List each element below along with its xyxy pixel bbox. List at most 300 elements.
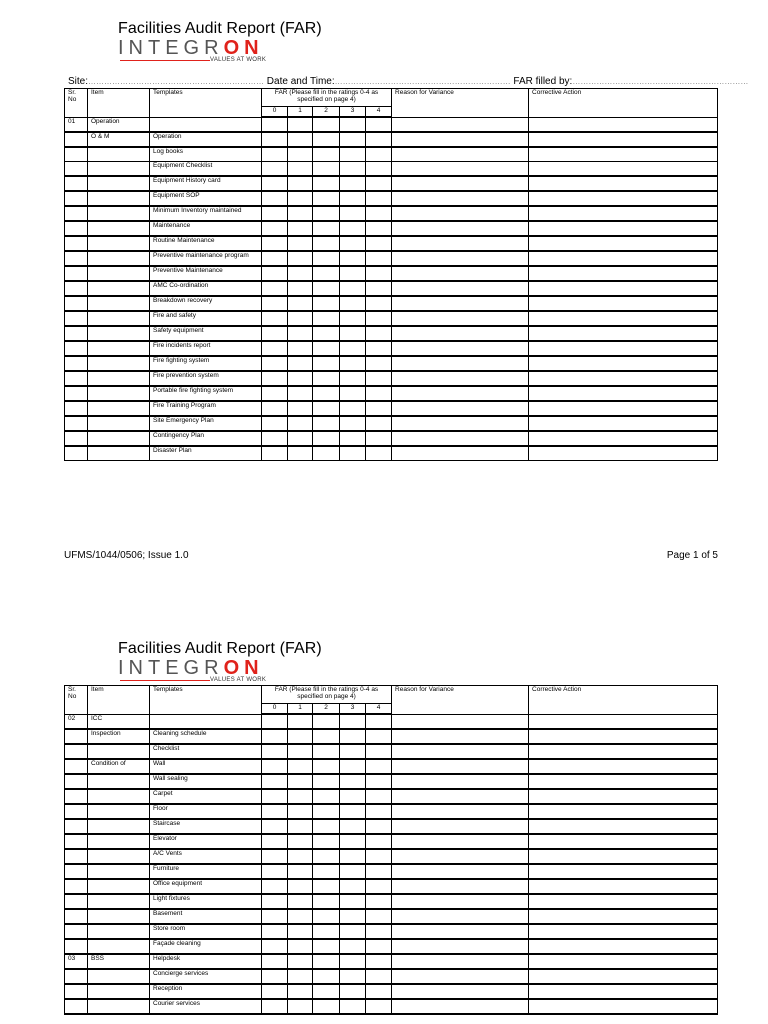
rating-3-cell[interactable] bbox=[340, 984, 366, 999]
rating-3-cell[interactable] bbox=[340, 954, 366, 969]
rating-3-cell[interactable] bbox=[340, 341, 366, 356]
rating-2-cell[interactable] bbox=[313, 789, 340, 804]
rating-2-cell[interactable] bbox=[313, 759, 340, 774]
rating-3-cell[interactable] bbox=[340, 386, 366, 401]
rating-0-cell[interactable] bbox=[262, 744, 288, 759]
corrective-cell[interactable] bbox=[529, 729, 718, 744]
reason-cell[interactable] bbox=[392, 326, 529, 341]
rating-2-cell[interactable] bbox=[313, 221, 340, 236]
rating-0-cell[interactable] bbox=[262, 147, 288, 162]
rating-2-cell[interactable] bbox=[313, 266, 340, 281]
rating-1-cell[interactable] bbox=[288, 834, 313, 849]
rating-4-cell[interactable] bbox=[366, 401, 392, 416]
datetime-field[interactable]: ………………………………………………………… bbox=[334, 77, 511, 86]
rating-3-cell[interactable] bbox=[340, 774, 366, 789]
rating-2-cell[interactable] bbox=[313, 326, 340, 341]
rating-2-cell[interactable] bbox=[313, 401, 340, 416]
rating-3-cell[interactable] bbox=[340, 176, 366, 191]
rating-1-cell[interactable] bbox=[288, 744, 313, 759]
rating-4-cell[interactable] bbox=[366, 939, 392, 954]
rating-2-cell[interactable] bbox=[313, 431, 340, 446]
rating-0-cell[interactable] bbox=[262, 819, 288, 834]
rating-3-cell[interactable] bbox=[340, 117, 366, 132]
reason-cell[interactable] bbox=[392, 132, 529, 147]
reason-cell[interactable] bbox=[392, 849, 529, 864]
rating-1-cell[interactable] bbox=[288, 191, 313, 206]
reason-cell[interactable] bbox=[392, 281, 529, 296]
reason-cell[interactable] bbox=[392, 311, 529, 326]
rating-2-cell[interactable] bbox=[313, 894, 340, 909]
corrective-cell[interactable] bbox=[529, 924, 718, 939]
reason-cell[interactable] bbox=[392, 371, 529, 386]
reason-cell[interactable] bbox=[392, 939, 529, 954]
rating-1-cell[interactable] bbox=[288, 386, 313, 401]
rating-2-cell[interactable] bbox=[313, 774, 340, 789]
rating-3-cell[interactable] bbox=[340, 446, 366, 461]
rating-2-cell[interactable] bbox=[313, 729, 340, 744]
reason-cell[interactable] bbox=[392, 221, 529, 236]
corrective-cell[interactable] bbox=[529, 221, 718, 236]
reason-cell[interactable] bbox=[392, 296, 529, 311]
rating-2-cell[interactable] bbox=[313, 251, 340, 266]
corrective-cell[interactable] bbox=[529, 117, 718, 132]
rating-1-cell[interactable] bbox=[288, 954, 313, 969]
rating-1-cell[interactable] bbox=[288, 206, 313, 221]
rating-0-cell[interactable] bbox=[262, 894, 288, 909]
rating-0-cell[interactable] bbox=[262, 909, 288, 924]
corrective-cell[interactable] bbox=[529, 341, 718, 356]
rating-4-cell[interactable] bbox=[366, 759, 392, 774]
rating-3-cell[interactable] bbox=[340, 356, 366, 371]
corrective-cell[interactable] bbox=[529, 266, 718, 281]
corrective-cell[interactable] bbox=[529, 984, 718, 999]
rating-1-cell[interactable] bbox=[288, 251, 313, 266]
site-field[interactable]: ………………………………………………………… bbox=[88, 77, 265, 86]
rating-4-cell[interactable] bbox=[366, 924, 392, 939]
rating-0-cell[interactable] bbox=[262, 117, 288, 132]
rating-0-cell[interactable] bbox=[262, 132, 288, 147]
rating-0-cell[interactable] bbox=[262, 729, 288, 744]
rating-3-cell[interactable] bbox=[340, 789, 366, 804]
rating-1-cell[interactable] bbox=[288, 281, 313, 296]
rating-3-cell[interactable] bbox=[340, 909, 366, 924]
rating-4-cell[interactable] bbox=[366, 774, 392, 789]
rating-4-cell[interactable] bbox=[366, 147, 392, 162]
corrective-cell[interactable] bbox=[529, 969, 718, 984]
reason-cell[interactable] bbox=[392, 206, 529, 221]
corrective-cell[interactable] bbox=[529, 894, 718, 909]
rating-1-cell[interactable] bbox=[288, 789, 313, 804]
rating-0-cell[interactable] bbox=[262, 789, 288, 804]
rating-1-cell[interactable] bbox=[288, 774, 313, 789]
rating-1-cell[interactable] bbox=[288, 311, 313, 326]
rating-2-cell[interactable] bbox=[313, 356, 340, 371]
rating-0-cell[interactable] bbox=[262, 326, 288, 341]
filled-by-field[interactable]: ………………………………………………………… bbox=[572, 77, 749, 86]
rating-2-cell[interactable] bbox=[313, 969, 340, 984]
reason-cell[interactable] bbox=[392, 864, 529, 879]
corrective-cell[interactable] bbox=[529, 206, 718, 221]
rating-4-cell[interactable] bbox=[366, 341, 392, 356]
corrective-cell[interactable] bbox=[529, 132, 718, 147]
rating-4-cell[interactable] bbox=[366, 849, 392, 864]
rating-1-cell[interactable] bbox=[288, 819, 313, 834]
rating-1-cell[interactable] bbox=[288, 729, 313, 744]
rating-4-cell[interactable] bbox=[366, 999, 392, 1014]
reason-cell[interactable] bbox=[392, 251, 529, 266]
rating-2-cell[interactable] bbox=[313, 954, 340, 969]
rating-3-cell[interactable] bbox=[340, 266, 366, 281]
rating-2-cell[interactable] bbox=[313, 191, 340, 206]
rating-3-cell[interactable] bbox=[340, 834, 366, 849]
rating-2-cell[interactable] bbox=[313, 879, 340, 894]
rating-4-cell[interactable] bbox=[366, 117, 392, 132]
corrective-cell[interactable] bbox=[529, 147, 718, 162]
reason-cell[interactable] bbox=[392, 759, 529, 774]
reason-cell[interactable] bbox=[392, 431, 529, 446]
reason-cell[interactable] bbox=[392, 834, 529, 849]
rating-3-cell[interactable] bbox=[340, 296, 366, 311]
rating-0-cell[interactable] bbox=[262, 296, 288, 311]
rating-4-cell[interactable] bbox=[366, 984, 392, 999]
reason-cell[interactable] bbox=[392, 147, 529, 162]
rating-3-cell[interactable] bbox=[340, 729, 366, 744]
reason-cell[interactable] bbox=[392, 804, 529, 819]
reason-cell[interactable] bbox=[392, 924, 529, 939]
rating-4-cell[interactable] bbox=[366, 729, 392, 744]
reason-cell[interactable] bbox=[392, 236, 529, 251]
corrective-cell[interactable] bbox=[529, 804, 718, 819]
reason-cell[interactable] bbox=[392, 879, 529, 894]
corrective-cell[interactable] bbox=[529, 191, 718, 206]
rating-3-cell[interactable] bbox=[340, 999, 366, 1014]
rating-2-cell[interactable] bbox=[313, 714, 340, 729]
reason-cell[interactable] bbox=[392, 729, 529, 744]
reason-cell[interactable] bbox=[392, 984, 529, 999]
rating-1-cell[interactable] bbox=[288, 326, 313, 341]
corrective-cell[interactable] bbox=[529, 162, 718, 177]
rating-1-cell[interactable] bbox=[288, 356, 313, 371]
rating-4-cell[interactable] bbox=[366, 176, 392, 191]
rating-0-cell[interactable] bbox=[262, 759, 288, 774]
corrective-cell[interactable] bbox=[529, 326, 718, 341]
rating-3-cell[interactable] bbox=[340, 311, 366, 326]
rating-4-cell[interactable] bbox=[366, 894, 392, 909]
rating-0-cell[interactable] bbox=[262, 416, 288, 431]
rating-2-cell[interactable] bbox=[313, 386, 340, 401]
rating-4-cell[interactable] bbox=[366, 356, 392, 371]
reason-cell[interactable] bbox=[392, 969, 529, 984]
rating-1-cell[interactable] bbox=[288, 117, 313, 132]
rating-2-cell[interactable] bbox=[313, 834, 340, 849]
corrective-cell[interactable] bbox=[529, 939, 718, 954]
corrective-cell[interactable] bbox=[529, 356, 718, 371]
rating-4-cell[interactable] bbox=[366, 296, 392, 311]
rating-2-cell[interactable] bbox=[313, 296, 340, 311]
rating-0-cell[interactable] bbox=[262, 431, 288, 446]
rating-0-cell[interactable] bbox=[262, 251, 288, 266]
rating-3-cell[interactable] bbox=[340, 416, 366, 431]
corrective-cell[interactable] bbox=[529, 819, 718, 834]
rating-4-cell[interactable] bbox=[366, 221, 392, 236]
rating-3-cell[interactable] bbox=[340, 251, 366, 266]
corrective-cell[interactable] bbox=[529, 954, 718, 969]
rating-3-cell[interactable] bbox=[340, 221, 366, 236]
rating-3-cell[interactable] bbox=[340, 206, 366, 221]
reason-cell[interactable] bbox=[392, 999, 529, 1014]
corrective-cell[interactable] bbox=[529, 999, 718, 1014]
corrective-cell[interactable] bbox=[529, 371, 718, 386]
rating-4-cell[interactable] bbox=[366, 789, 392, 804]
rating-2-cell[interactable] bbox=[313, 311, 340, 326]
rating-0-cell[interactable] bbox=[262, 924, 288, 939]
corrective-cell[interactable] bbox=[529, 789, 718, 804]
corrective-cell[interactable] bbox=[529, 864, 718, 879]
rating-0-cell[interactable] bbox=[262, 311, 288, 326]
corrective-cell[interactable] bbox=[529, 281, 718, 296]
rating-0-cell[interactable] bbox=[262, 191, 288, 206]
rating-3-cell[interactable] bbox=[340, 326, 366, 341]
rating-0-cell[interactable] bbox=[262, 849, 288, 864]
rating-3-cell[interactable] bbox=[340, 132, 366, 147]
corrective-cell[interactable] bbox=[529, 759, 718, 774]
rating-1-cell[interactable] bbox=[288, 804, 313, 819]
rating-4-cell[interactable] bbox=[366, 191, 392, 206]
rating-1-cell[interactable] bbox=[288, 147, 313, 162]
rating-0-cell[interactable] bbox=[262, 446, 288, 461]
rating-1-cell[interactable] bbox=[288, 416, 313, 431]
rating-1-cell[interactable] bbox=[288, 864, 313, 879]
rating-1-cell[interactable] bbox=[288, 909, 313, 924]
rating-3-cell[interactable] bbox=[340, 431, 366, 446]
rating-2-cell[interactable] bbox=[313, 147, 340, 162]
rating-1-cell[interactable] bbox=[288, 176, 313, 191]
rating-1-cell[interactable] bbox=[288, 296, 313, 311]
rating-1-cell[interactable] bbox=[288, 371, 313, 386]
corrective-cell[interactable] bbox=[529, 744, 718, 759]
rating-0-cell[interactable] bbox=[262, 341, 288, 356]
rating-4-cell[interactable] bbox=[366, 132, 392, 147]
rating-0-cell[interactable] bbox=[262, 371, 288, 386]
rating-3-cell[interactable] bbox=[340, 849, 366, 864]
reason-cell[interactable] bbox=[392, 191, 529, 206]
reason-cell[interactable] bbox=[392, 789, 529, 804]
reason-cell[interactable] bbox=[392, 819, 529, 834]
rating-3-cell[interactable] bbox=[340, 864, 366, 879]
reason-cell[interactable] bbox=[392, 954, 529, 969]
rating-2-cell[interactable] bbox=[313, 819, 340, 834]
rating-2-cell[interactable] bbox=[313, 984, 340, 999]
rating-2-cell[interactable] bbox=[313, 999, 340, 1014]
rating-4-cell[interactable] bbox=[366, 804, 392, 819]
rating-1-cell[interactable] bbox=[288, 162, 313, 177]
rating-0-cell[interactable] bbox=[262, 969, 288, 984]
rating-1-cell[interactable] bbox=[288, 969, 313, 984]
reason-cell[interactable] bbox=[392, 401, 529, 416]
rating-1-cell[interactable] bbox=[288, 266, 313, 281]
rating-2-cell[interactable] bbox=[313, 176, 340, 191]
rating-2-cell[interactable] bbox=[313, 804, 340, 819]
rating-4-cell[interactable] bbox=[366, 251, 392, 266]
rating-0-cell[interactable] bbox=[262, 401, 288, 416]
rating-1-cell[interactable] bbox=[288, 999, 313, 1014]
rating-0-cell[interactable] bbox=[262, 236, 288, 251]
rating-1-cell[interactable] bbox=[288, 894, 313, 909]
rating-2-cell[interactable] bbox=[313, 909, 340, 924]
reason-cell[interactable] bbox=[392, 744, 529, 759]
rating-3-cell[interactable] bbox=[340, 371, 366, 386]
corrective-cell[interactable] bbox=[529, 176, 718, 191]
rating-2-cell[interactable] bbox=[313, 446, 340, 461]
rating-0-cell[interactable] bbox=[262, 864, 288, 879]
rating-4-cell[interactable] bbox=[366, 416, 392, 431]
rating-3-cell[interactable] bbox=[340, 819, 366, 834]
rating-4-cell[interactable] bbox=[366, 206, 392, 221]
rating-1-cell[interactable] bbox=[288, 924, 313, 939]
reason-cell[interactable] bbox=[392, 894, 529, 909]
rating-2-cell[interactable] bbox=[313, 849, 340, 864]
rating-4-cell[interactable] bbox=[366, 834, 392, 849]
corrective-cell[interactable] bbox=[529, 251, 718, 266]
rating-4-cell[interactable] bbox=[366, 236, 392, 251]
rating-3-cell[interactable] bbox=[340, 969, 366, 984]
corrective-cell[interactable] bbox=[529, 714, 718, 729]
rating-3-cell[interactable] bbox=[340, 236, 366, 251]
rating-4-cell[interactable] bbox=[366, 446, 392, 461]
rating-1-cell[interactable] bbox=[288, 132, 313, 147]
reason-cell[interactable] bbox=[392, 117, 529, 132]
corrective-cell[interactable] bbox=[529, 879, 718, 894]
rating-4-cell[interactable] bbox=[366, 714, 392, 729]
rating-3-cell[interactable] bbox=[340, 147, 366, 162]
rating-0-cell[interactable] bbox=[262, 939, 288, 954]
rating-0-cell[interactable] bbox=[262, 356, 288, 371]
reason-cell[interactable] bbox=[392, 714, 529, 729]
rating-3-cell[interactable] bbox=[340, 401, 366, 416]
rating-2-cell[interactable] bbox=[313, 744, 340, 759]
corrective-cell[interactable] bbox=[529, 311, 718, 326]
rating-2-cell[interactable] bbox=[313, 416, 340, 431]
rating-4-cell[interactable] bbox=[366, 266, 392, 281]
rating-0-cell[interactable] bbox=[262, 162, 288, 177]
rating-0-cell[interactable] bbox=[262, 266, 288, 281]
rating-1-cell[interactable] bbox=[288, 341, 313, 356]
rating-1-cell[interactable] bbox=[288, 879, 313, 894]
rating-2-cell[interactable] bbox=[313, 924, 340, 939]
rating-4-cell[interactable] bbox=[366, 386, 392, 401]
reason-cell[interactable] bbox=[392, 386, 529, 401]
rating-4-cell[interactable] bbox=[366, 311, 392, 326]
rating-3-cell[interactable] bbox=[340, 894, 366, 909]
rating-0-cell[interactable] bbox=[262, 879, 288, 894]
rating-2-cell[interactable] bbox=[313, 281, 340, 296]
rating-4-cell[interactable] bbox=[366, 326, 392, 341]
reason-cell[interactable] bbox=[392, 266, 529, 281]
corrective-cell[interactable] bbox=[529, 296, 718, 311]
rating-2-cell[interactable] bbox=[313, 206, 340, 221]
rating-2-cell[interactable] bbox=[313, 162, 340, 177]
rating-4-cell[interactable] bbox=[366, 162, 392, 177]
rating-4-cell[interactable] bbox=[366, 909, 392, 924]
rating-3-cell[interactable] bbox=[340, 804, 366, 819]
rating-4-cell[interactable] bbox=[366, 281, 392, 296]
corrective-cell[interactable] bbox=[529, 416, 718, 431]
rating-1-cell[interactable] bbox=[288, 236, 313, 251]
reason-cell[interactable] bbox=[392, 416, 529, 431]
rating-0-cell[interactable] bbox=[262, 999, 288, 1014]
rating-3-cell[interactable] bbox=[340, 714, 366, 729]
rating-4-cell[interactable] bbox=[366, 864, 392, 879]
rating-2-cell[interactable] bbox=[313, 132, 340, 147]
rating-0-cell[interactable] bbox=[262, 714, 288, 729]
rating-0-cell[interactable] bbox=[262, 834, 288, 849]
corrective-cell[interactable] bbox=[529, 431, 718, 446]
rating-3-cell[interactable] bbox=[340, 939, 366, 954]
rating-0-cell[interactable] bbox=[262, 984, 288, 999]
reason-cell[interactable] bbox=[392, 446, 529, 461]
rating-4-cell[interactable] bbox=[366, 954, 392, 969]
rating-0-cell[interactable] bbox=[262, 804, 288, 819]
rating-2-cell[interactable] bbox=[313, 236, 340, 251]
reason-cell[interactable] bbox=[392, 162, 529, 177]
rating-3-cell[interactable] bbox=[340, 879, 366, 894]
rating-4-cell[interactable] bbox=[366, 969, 392, 984]
reason-cell[interactable] bbox=[392, 909, 529, 924]
rating-0-cell[interactable] bbox=[262, 386, 288, 401]
rating-1-cell[interactable] bbox=[288, 849, 313, 864]
rating-4-cell[interactable] bbox=[366, 431, 392, 446]
rating-1-cell[interactable] bbox=[288, 431, 313, 446]
corrective-cell[interactable] bbox=[529, 834, 718, 849]
rating-1-cell[interactable] bbox=[288, 939, 313, 954]
corrective-cell[interactable] bbox=[529, 401, 718, 416]
rating-4-cell[interactable] bbox=[366, 744, 392, 759]
rating-4-cell[interactable] bbox=[366, 819, 392, 834]
reason-cell[interactable] bbox=[392, 774, 529, 789]
corrective-cell[interactable] bbox=[529, 236, 718, 251]
rating-0-cell[interactable] bbox=[262, 774, 288, 789]
rating-1-cell[interactable] bbox=[288, 221, 313, 236]
rating-2-cell[interactable] bbox=[313, 371, 340, 386]
rating-4-cell[interactable] bbox=[366, 371, 392, 386]
reason-cell[interactable] bbox=[392, 341, 529, 356]
rating-1-cell[interactable] bbox=[288, 401, 313, 416]
rating-3-cell[interactable] bbox=[340, 759, 366, 774]
rating-2-cell[interactable] bbox=[313, 341, 340, 356]
reason-cell[interactable] bbox=[392, 176, 529, 191]
rating-3-cell[interactable] bbox=[340, 281, 366, 296]
rating-3-cell[interactable] bbox=[340, 924, 366, 939]
rating-2-cell[interactable] bbox=[313, 117, 340, 132]
rating-0-cell[interactable] bbox=[262, 206, 288, 221]
rating-0-cell[interactable] bbox=[262, 281, 288, 296]
corrective-cell[interactable] bbox=[529, 386, 718, 401]
rating-0-cell[interactable] bbox=[262, 954, 288, 969]
rating-0-cell[interactable] bbox=[262, 176, 288, 191]
corrective-cell[interactable] bbox=[529, 849, 718, 864]
rating-4-cell[interactable] bbox=[366, 879, 392, 894]
corrective-cell[interactable] bbox=[529, 774, 718, 789]
rating-0-cell[interactable] bbox=[262, 221, 288, 236]
corrective-cell[interactable] bbox=[529, 446, 718, 461]
rating-1-cell[interactable] bbox=[288, 984, 313, 999]
rating-1-cell[interactable] bbox=[288, 446, 313, 461]
rating-2-cell[interactable] bbox=[313, 939, 340, 954]
rating-3-cell[interactable] bbox=[340, 162, 366, 177]
rating-2-cell[interactable] bbox=[313, 864, 340, 879]
reason-cell[interactable] bbox=[392, 356, 529, 371]
corrective-cell[interactable] bbox=[529, 909, 718, 924]
